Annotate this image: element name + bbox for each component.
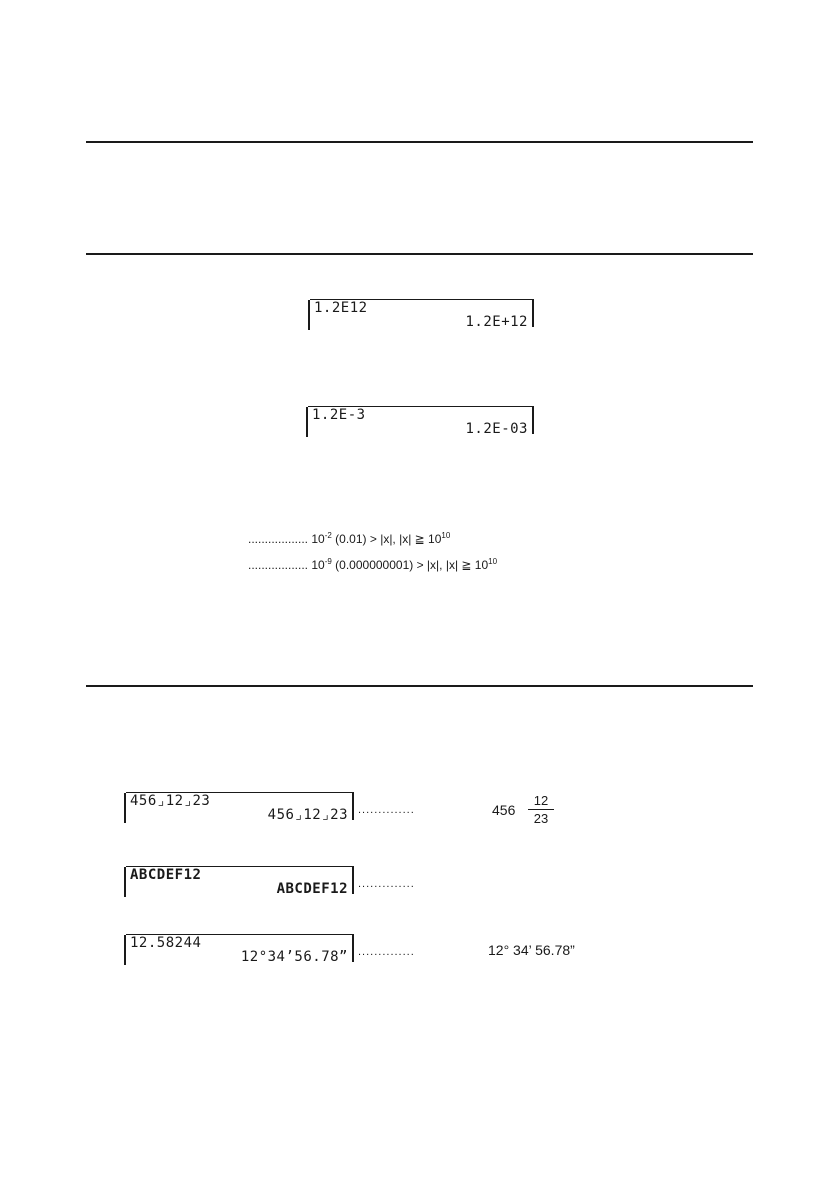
- lcd-input-line: 1.2E12: [314, 300, 368, 316]
- lcd-display-text: [124, 866, 354, 898]
- fraction-denominator: 23: [533, 811, 549, 826]
- leader-dots: ..............: [358, 946, 415, 958]
- lcd-display-sexagesimal: [124, 934, 354, 966]
- section-rule-1: [86, 141, 753, 143]
- lcd-output-line: 1.2E+12: [465, 314, 528, 330]
- lcd-output-line: ABCDEF12: [276, 881, 348, 897]
- section-rule-3: [86, 685, 753, 687]
- lcd-input-line: ABCDEF12: [130, 867, 202, 883]
- range-line-2: .................. $10^{-9}$ (0.000000001) > |x|, |x| ≧ $10^{10}$: [248, 557, 498, 572]
- lcd-display-exponent-positive: [308, 299, 534, 331]
- lcd-display-fraction: [124, 792, 354, 824]
- fraction-numerator: 12: [533, 793, 549, 808]
- section-rule-2: [86, 253, 753, 255]
- lcd-output-line: 456⌟12⌟23: [267, 807, 348, 823]
- fraction-result: [528, 793, 554, 826]
- leader-dots: ..................: [248, 558, 309, 572]
- lcd-output-line: 12°34’56.78”: [240, 949, 348, 965]
- lcd-input-line: 12.58244: [130, 935, 202, 951]
- lcd-display-exponent-negative: [306, 406, 534, 438]
- lcd-output-line: 1.2E-03: [465, 421, 528, 437]
- leader-dots: ..................: [248, 532, 309, 546]
- sexagesimal-result: 12° 34’ 56.78”: [488, 942, 575, 958]
- lcd-input-line: 456⌟12⌟23: [130, 793, 211, 809]
- fraction-bar: [528, 809, 554, 810]
- range-line-1: .................. $10^{-2}$ (0.01) > |x|, |x| ≧ $10^{10}$: [248, 531, 451, 546]
- leader-dots: ..............: [358, 878, 415, 890]
- fraction-whole: 456: [492, 802, 516, 818]
- leader-dots: ..............: [358, 804, 415, 816]
- lcd-input-line: 1.2E-3: [312, 407, 366, 423]
